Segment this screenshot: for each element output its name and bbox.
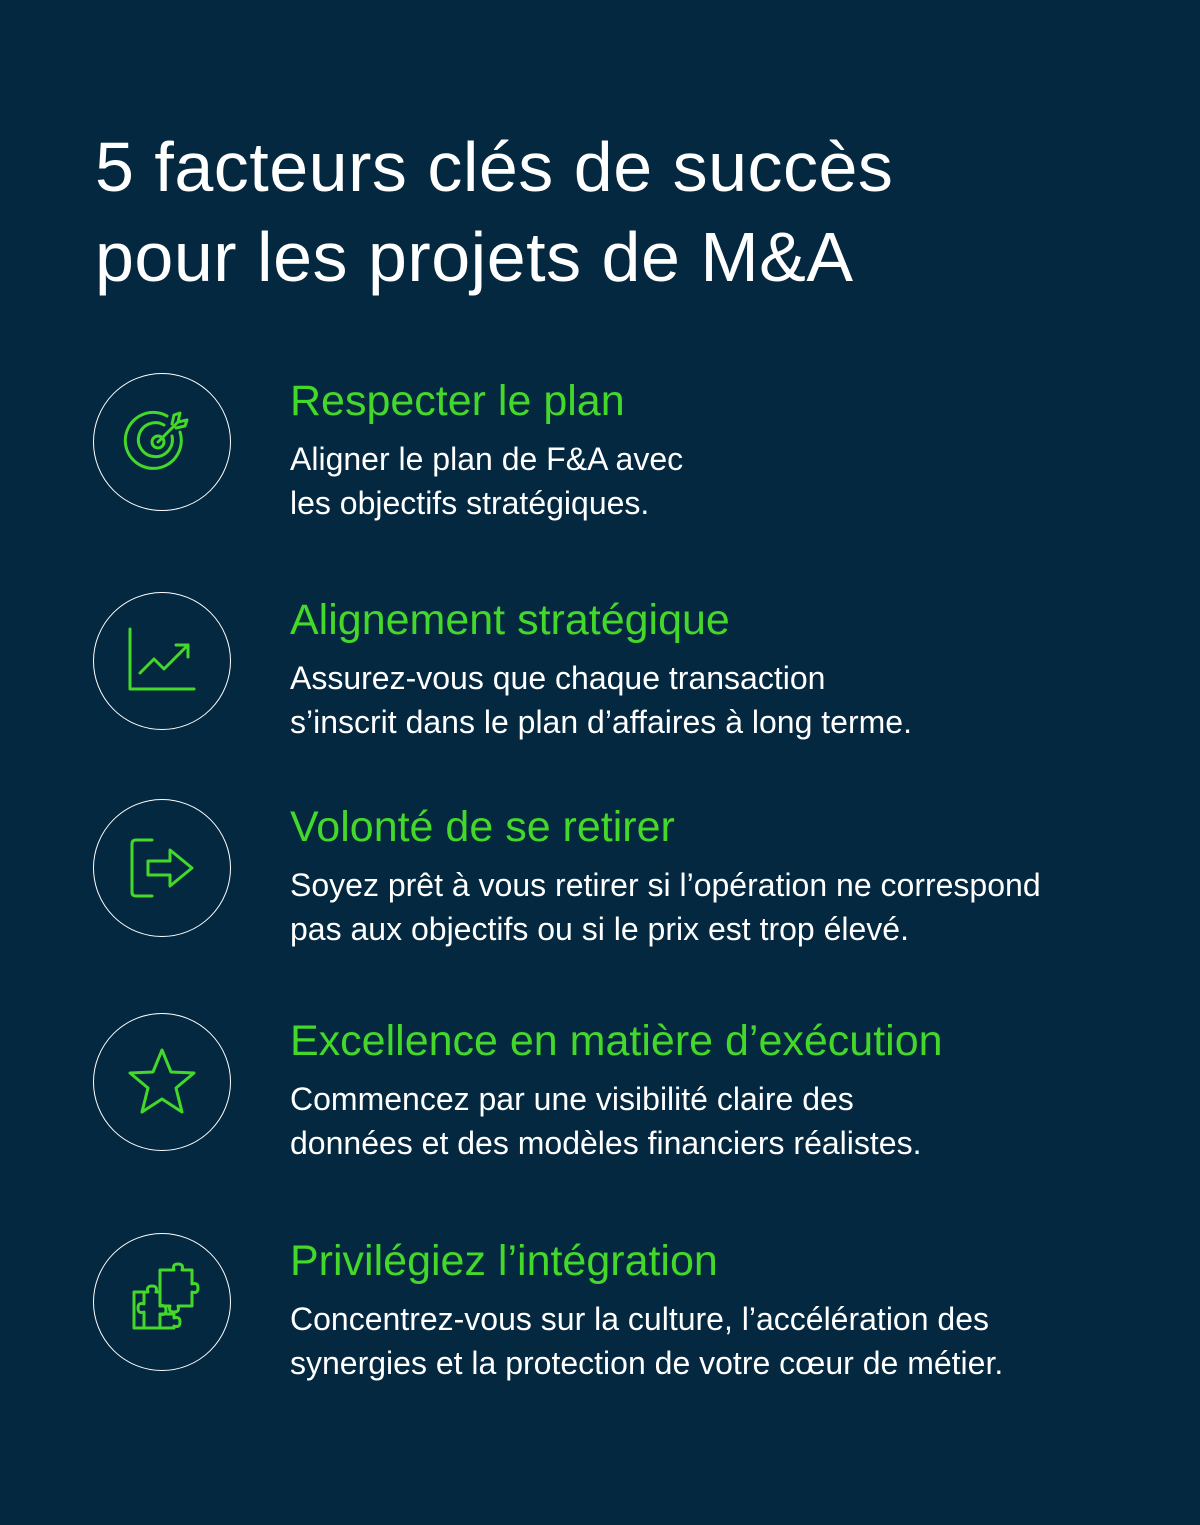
factor-item-walk-away: [0, 799, 1200, 979]
page-title: [95, 122, 1145, 302]
factor-description-line-2: s’inscrit dans le plan d’affaires à long terme.: [290, 704, 912, 740]
factor-description: [290, 656, 1170, 744]
icon-circle: [93, 592, 231, 730]
factor-description-line-2: les objectifs stratégiques.: [290, 485, 650, 521]
factor-title: Privilégiez l’intégration: [290, 1237, 718, 1285]
icon-circle: [93, 799, 231, 937]
factor-item-integration: [0, 1233, 1200, 1413]
star-icon: [122, 1042, 202, 1122]
factor-item-execution: [0, 1013, 1200, 1193]
factor-description-line-2: données et des modèles financiers réalistes.: [290, 1125, 922, 1161]
factor-description-line-1: Assurez-vous que chaque transaction: [290, 660, 826, 696]
factor-description-line-2: pas aux objectifs ou si le prix est trop élevé.: [290, 911, 909, 947]
factor-description: [290, 1297, 1170, 1385]
factor-description-line-1: Commencez par une visibilité claire des: [290, 1081, 854, 1117]
factor-description-line-2: synergies et la protection de votre cœur de métier.: [290, 1345, 1004, 1381]
factor-title: Excellence en matière d’exécution: [290, 1017, 943, 1065]
puzzle-icon: [122, 1262, 202, 1342]
icon-circle: [93, 1233, 231, 1371]
icon-circle: [93, 1013, 231, 1151]
factor-description: [290, 437, 1170, 525]
exit-arrow-icon: [122, 828, 202, 908]
page-title-line-1: 5 facteurs clés de succès: [95, 128, 894, 206]
factor-description-line-1: Soyez prêt à vous retirer si l’opération ne correspond: [290, 867, 1041, 903]
factor-title: Alignement stratégique: [290, 596, 730, 644]
factor-description: [290, 863, 1170, 951]
factor-item-alignment: [0, 592, 1200, 772]
factor-description-line-1: Aligner le plan de F&A avec: [290, 441, 684, 477]
trend-chart-icon: [122, 621, 202, 701]
factor-description: [290, 1077, 1170, 1165]
factor-item-plan: [0, 373, 1200, 553]
icon-circle: [93, 373, 231, 511]
page-title-line-2: pour les projets de M&A: [95, 218, 854, 296]
target-icon: [122, 402, 202, 482]
factor-title: Volonté de se retirer: [290, 803, 675, 851]
factor-title: Respecter le plan: [290, 377, 625, 425]
factor-description-line-1: Concentrez-vous sur la culture, l’accélération des: [290, 1301, 989, 1337]
